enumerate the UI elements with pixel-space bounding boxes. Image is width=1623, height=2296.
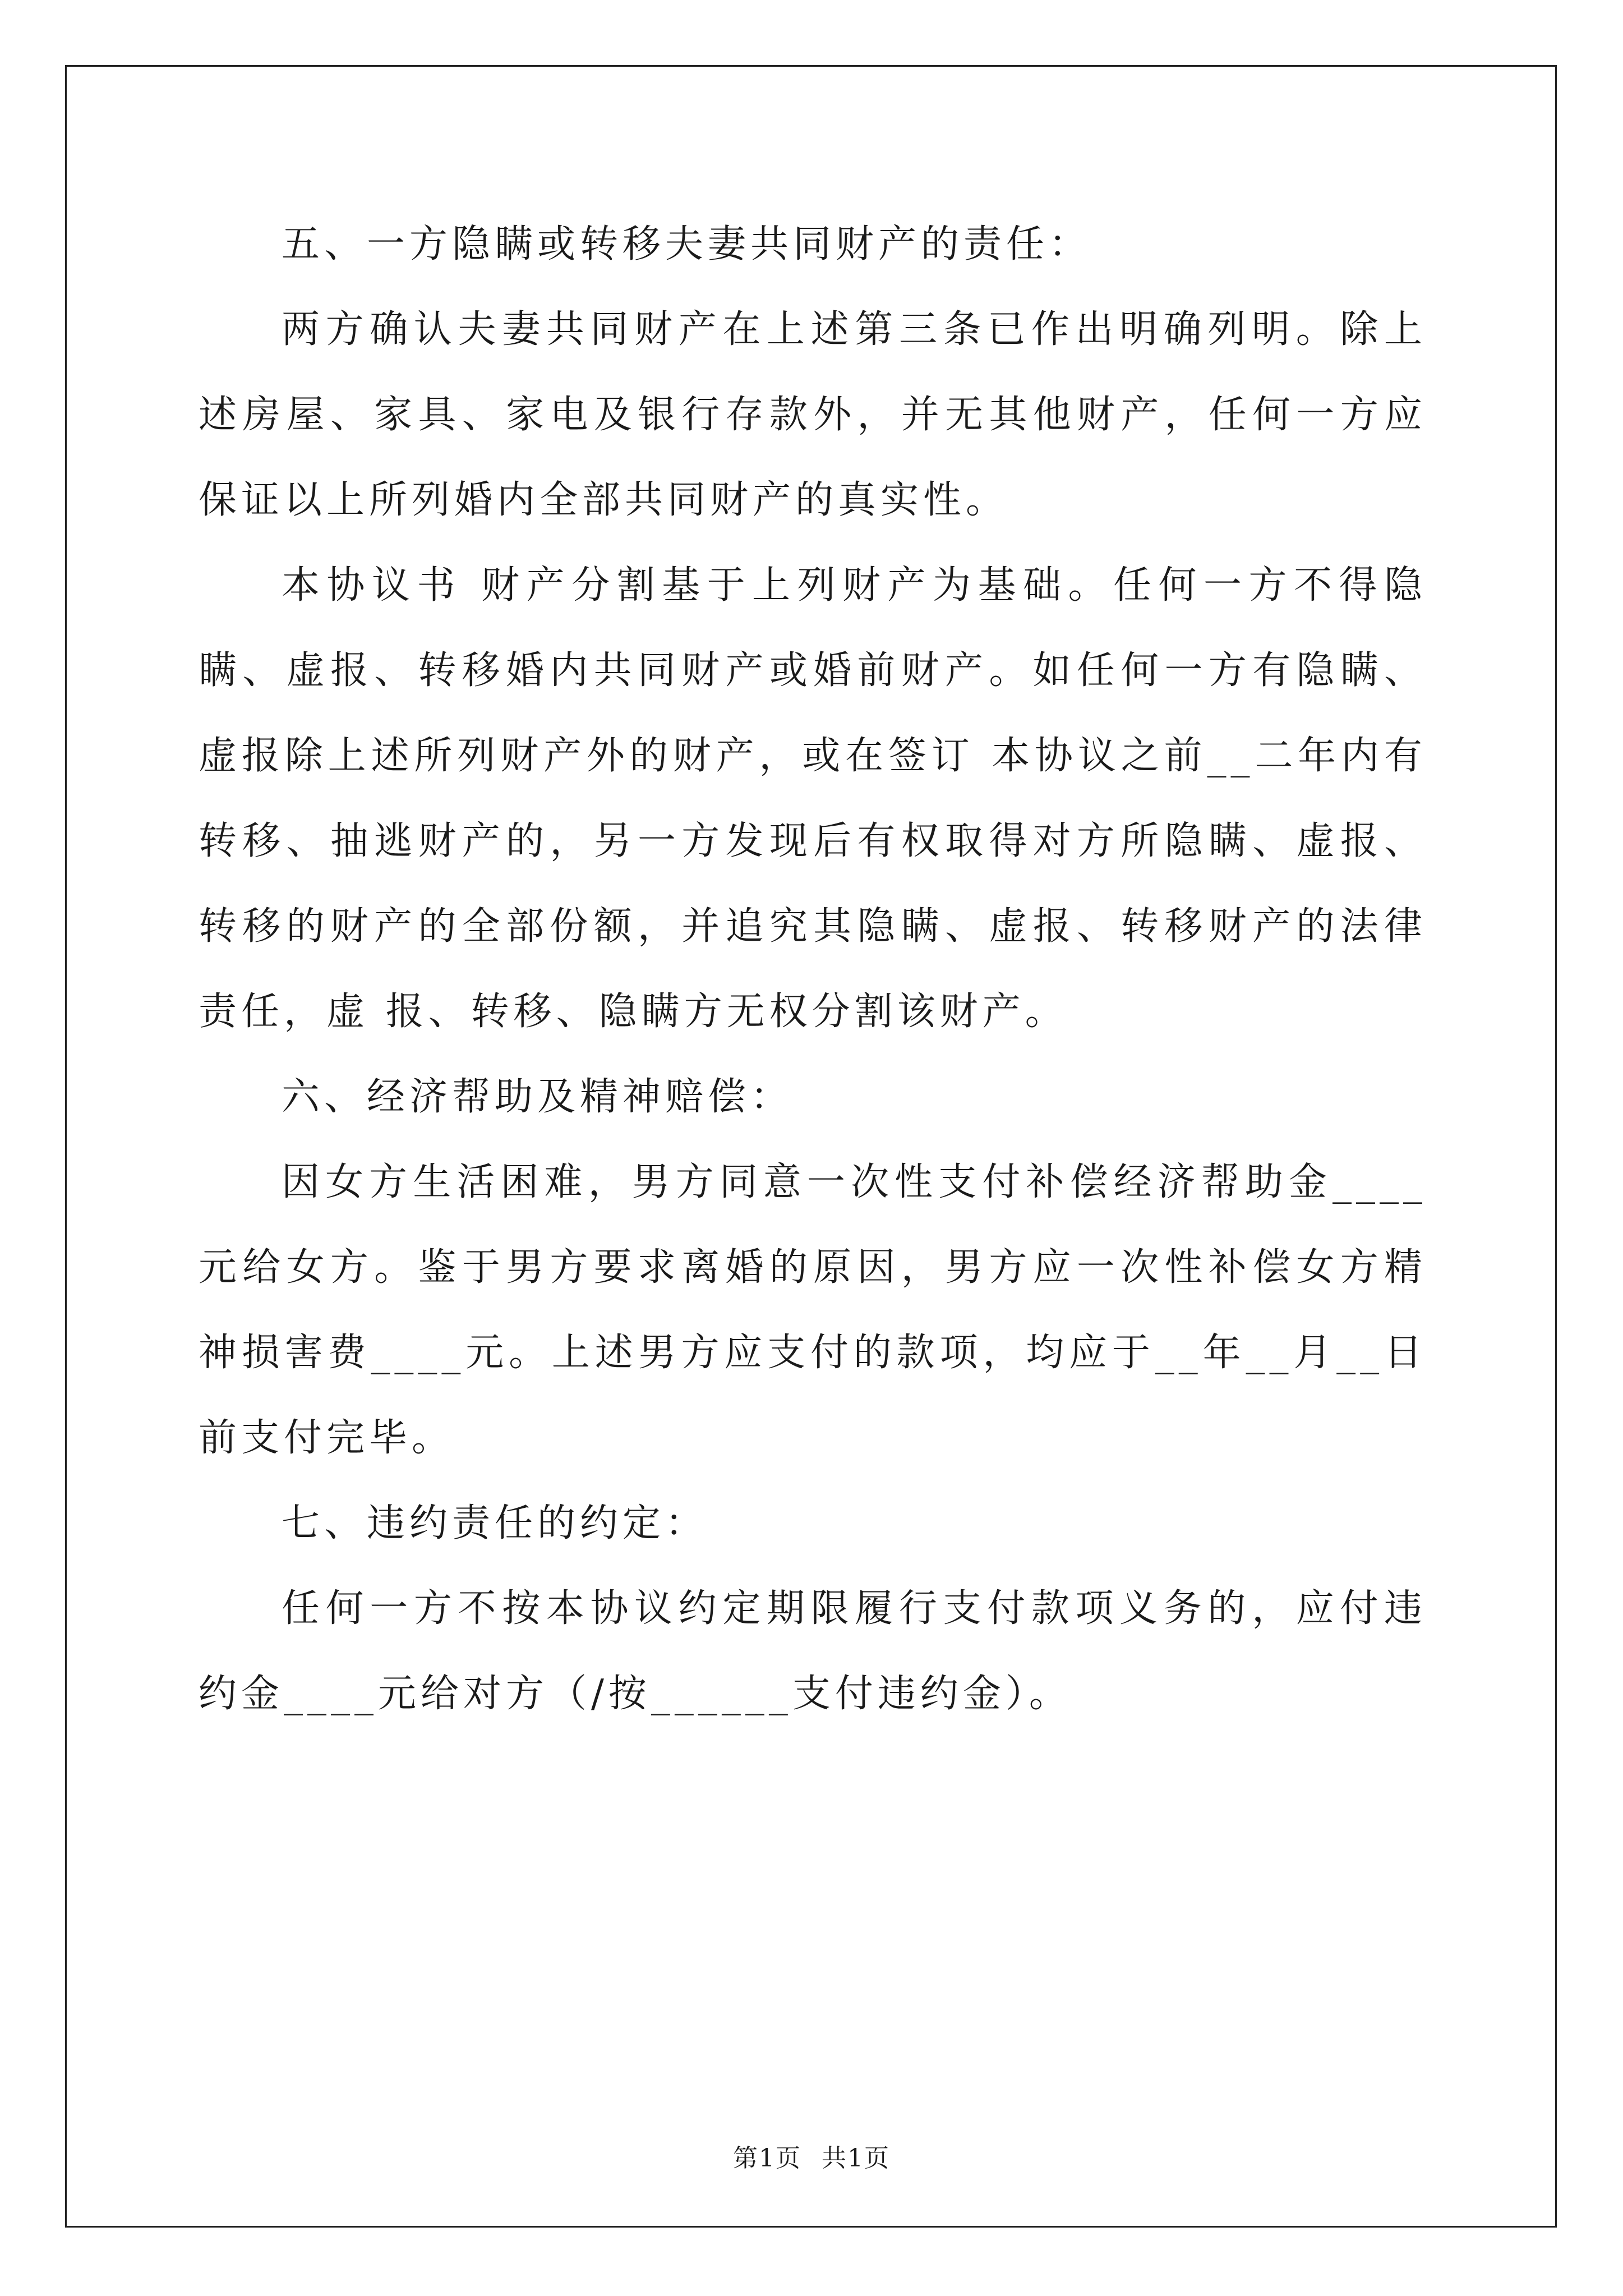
paragraph: 本协议书 财产分割基于上列财产为基础。任何一方不得隐瞒、虚报、转移婚内共同财产或婚前财产。如任何一方有隐瞒、虚报除上述所列财产外的财产，或在签订 本协议之前__二年内有转移、抽逃财产的，另一方发现后有权取得对方所隐瞒、虚报、转移的财产的全部份额，并追究其隐瞒、虚报、转移财产的法律责任，虚 报、转移、隐瞒方无权分割该财产。	[199, 563, 1427, 1034]
section-six-heading: 六、经济帮助及精神赔偿：	[282, 1075, 794, 1119]
section-five-heading: 五、一方隐瞒或转移夫妻共同财产的责任：	[282, 222, 1092, 266]
page-footer	[0, 2142, 1623, 2175]
paragraph: 两方确认夫妻共同财产在上述第三条已作出明确列明。除上述房屋、家具、家电及银行存款外，并无其他财产，任何一方应保证以上所列婚内全部共同财产的真实性。	[199, 307, 1427, 522]
section-seven-heading: 七、违约责任的约定：	[282, 1501, 708, 1545]
current-page-number: 第1页	[733, 2144, 801, 2173]
document-body	[199, 202, 1427, 1737]
total-page-count: 共1页	[822, 2144, 890, 2173]
paragraph: 任何一方不按本协议约定期限履行支付款项义务的，应付违约金____元给对方（/按______支付违约金）。	[199, 1586, 1427, 1716]
paragraph: 因女方生活困难，男方同意一次性支付补偿经济帮助金____元给女方。鉴于男方要求离婚的原因，男方应一次性补偿女方精神损害费____元。上述男方应支付的款项，均应于__年__月__日前支付完毕。	[199, 1160, 1427, 1460]
